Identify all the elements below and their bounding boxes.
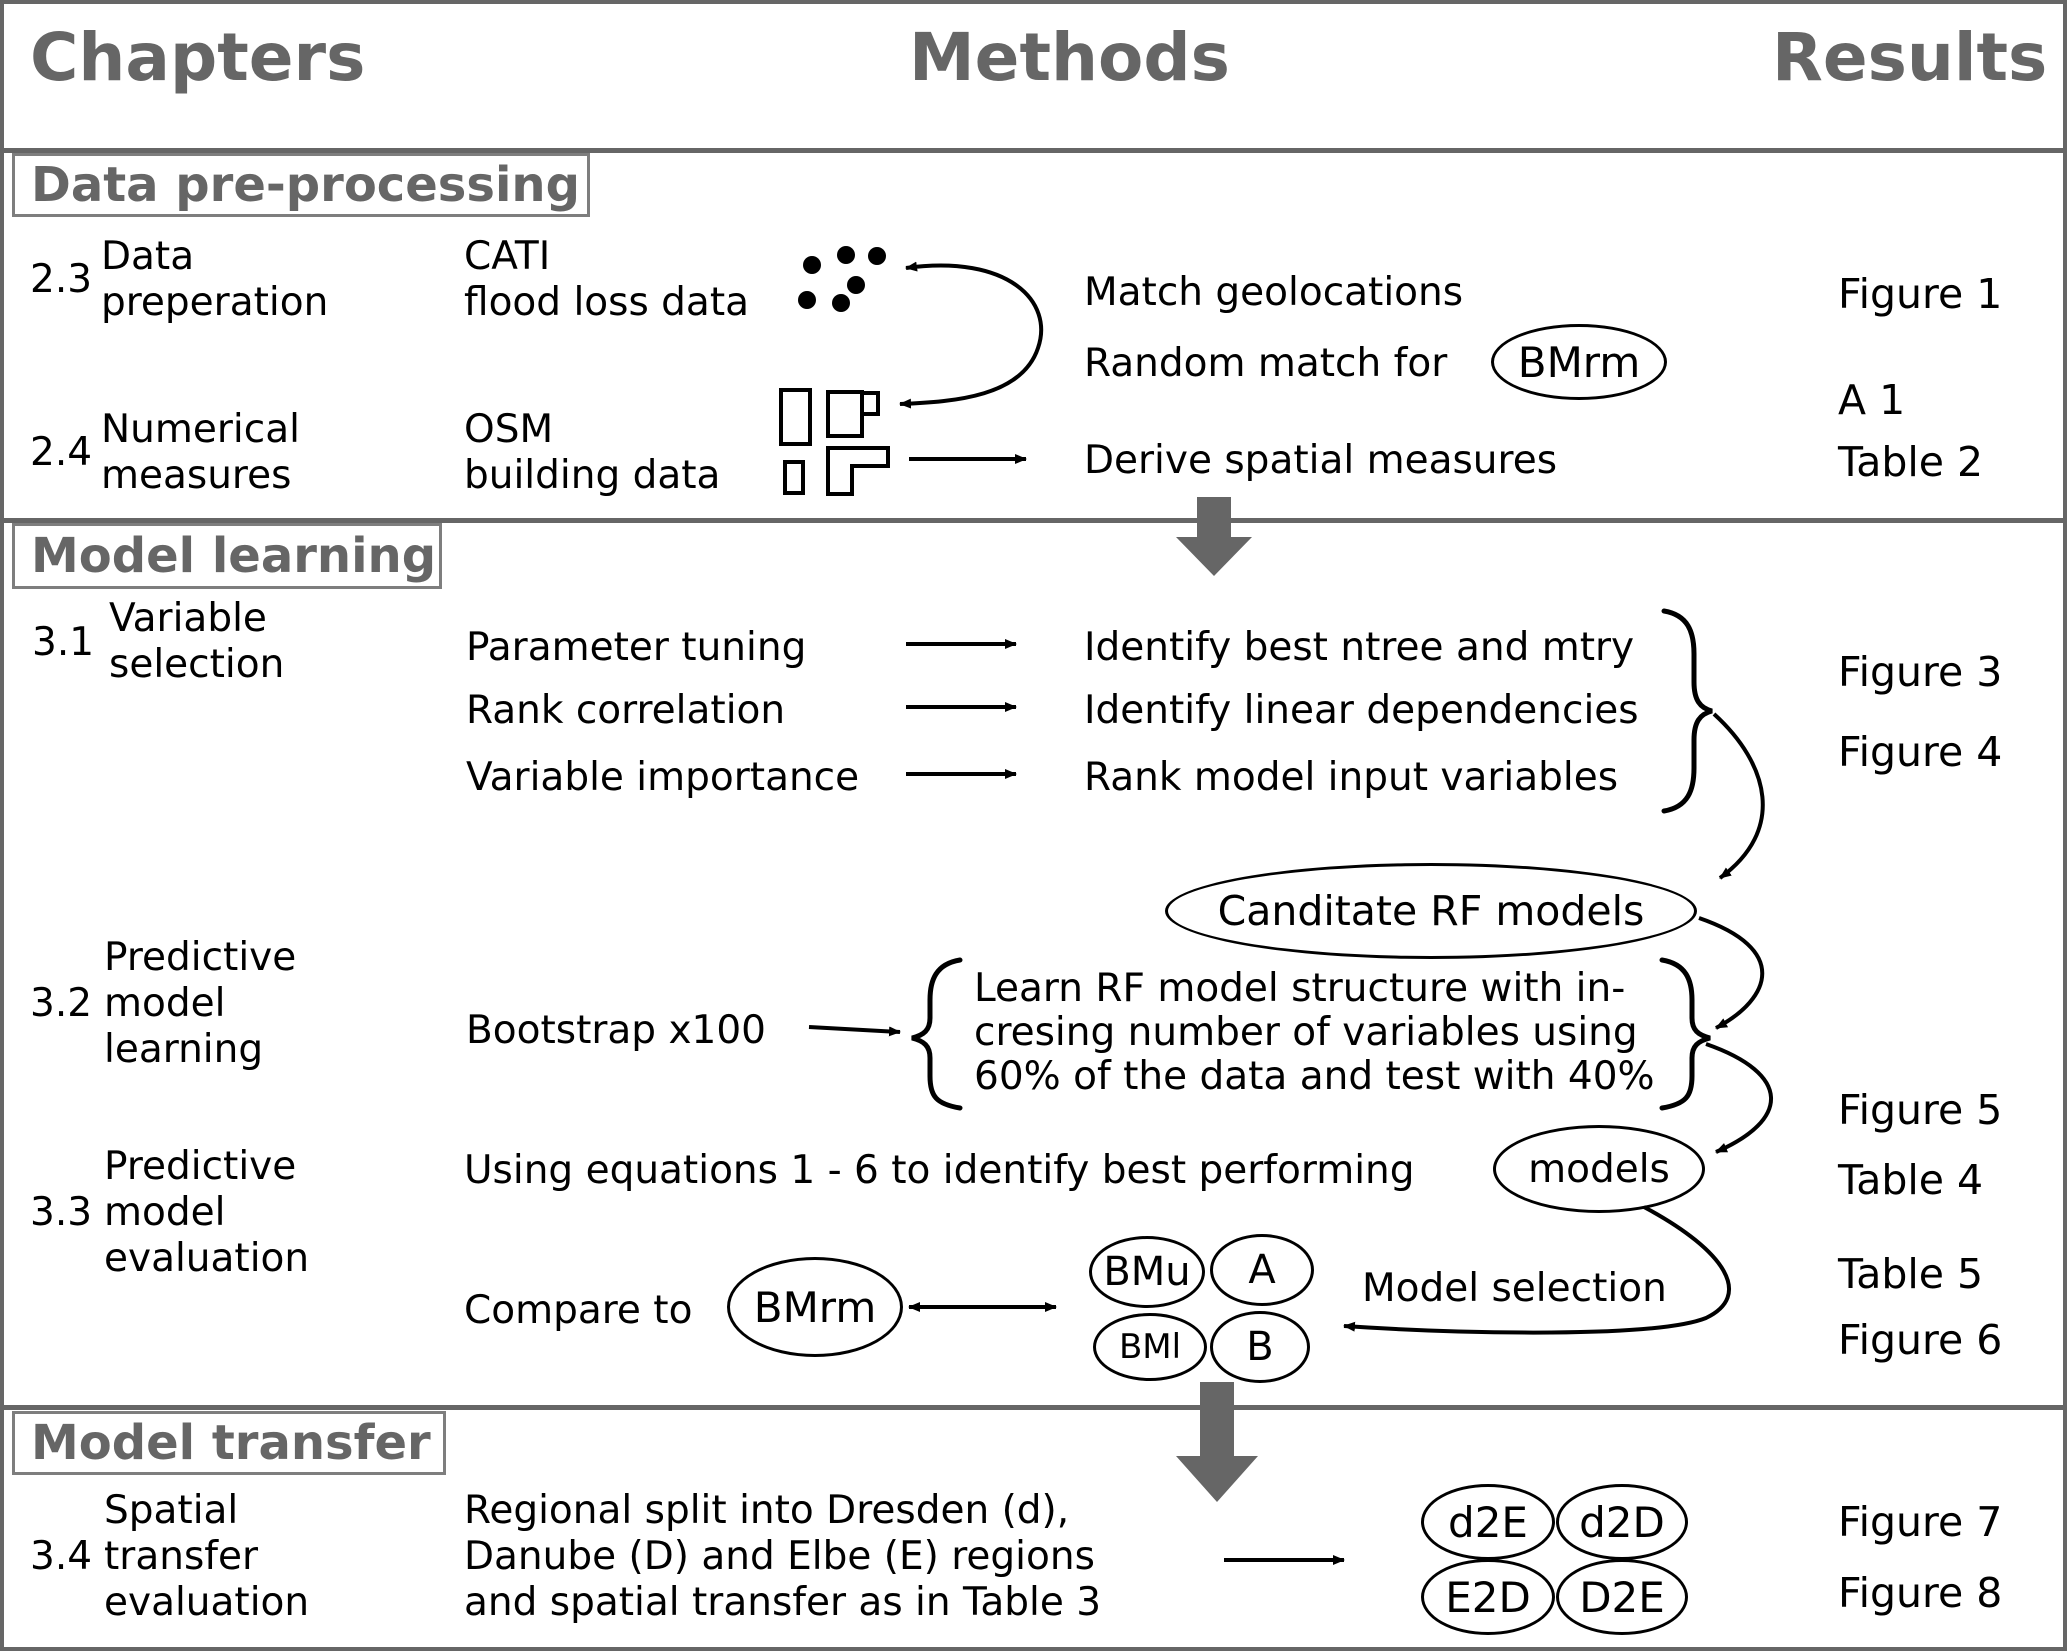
variable-importance-label: Variable importance <box>466 755 860 800</box>
models-ellipse: models <box>1493 1125 1705 1213</box>
result-figure-1: Figure 1 <box>1838 270 2003 318</box>
section-flow-arrow-1 <box>1176 497 1252 576</box>
regional-line2: Danube (D) and Elbe (E) regions <box>464 1534 1095 1579</box>
chapter-2-3-line1: Data <box>101 234 195 279</box>
result-table-5: Table 5 <box>1838 1250 1984 1298</box>
chapter-3-1-line2: selection <box>109 642 285 687</box>
divider-learning-transfer <box>4 1405 2067 1410</box>
chapter-number-2-4: 2.4 <box>30 430 93 475</box>
learn-line1: Learn RF model structure with in- <box>974 966 1626 1011</box>
d2e-ellipse: d2E <box>1421 1484 1555 1560</box>
buildings-icon <box>781 390 888 494</box>
chapter-3-2-line3: learning <box>104 1027 264 1072</box>
regional-line1: Regional split into Dresden (d), <box>464 1488 1070 1533</box>
model-selection-label: Model selection <box>1362 1266 1667 1311</box>
cati-line1: CATI <box>464 234 551 279</box>
match-curved-arrow <box>900 266 1041 404</box>
result-table-4: Table 4 <box>1838 1156 1984 1204</box>
variable-selection-brace <box>1664 611 1712 811</box>
chapter-3-4-title <box>104 1488 309 1626</box>
chapter-3-3-title <box>104 1144 309 1282</box>
learn-to-models-arrow <box>1706 1044 1771 1152</box>
chapter-number-3-2: 3.2 <box>30 981 93 1026</box>
bml-ellipse: BMl <box>1093 1313 1207 1381</box>
chapter-3-3-line3: evaluation <box>104 1236 310 1281</box>
chapter-3-2-line2: model <box>104 981 226 1026</box>
chapter-number-3-1: 3.1 <box>32 620 95 665</box>
a-ellipse: A <box>1210 1234 1314 1306</box>
chapter-3-1-line1: Variable <box>109 596 267 641</box>
chapter-number-3-3: 3.3 <box>30 1190 93 1235</box>
learn-rf-structure-text <box>974 967 1655 1099</box>
chapter-3-3-line1: Predictive <box>104 1144 297 1189</box>
osm-data-label <box>464 407 720 499</box>
cati-line2: flood loss data <box>464 280 750 325</box>
result-figure-8: Figure 8 <box>1838 1569 2003 1617</box>
result-figure-5: Figure 5 <box>1838 1086 2003 1134</box>
random-match-label: Random match for <box>1084 341 1448 386</box>
chapter-number-2-3: 2.3 <box>30 257 93 302</box>
identify-linear-dependencies-label: Identify linear dependencies <box>1084 688 1639 733</box>
learn-close-brace <box>1662 960 1710 1108</box>
learn-line3: 60% of the data and test with 40% <box>974 1054 1655 1099</box>
brace-to-candidate-arrow <box>1714 714 1763 878</box>
parameter-tuning-label: Parameter tuning <box>466 625 807 670</box>
chapter-2-4-line2: measures <box>101 453 292 498</box>
b-ellipse: B <box>1210 1311 1310 1383</box>
column-header-chapters: Chapters <box>30 19 366 96</box>
identify-ntree-mtry-label: Identify best ntree and mtry <box>1084 625 1635 670</box>
candidate-to-learn-arrow <box>1699 918 1762 1028</box>
section-label-data-preprocessing: Data pre-processing <box>12 153 590 217</box>
bootstrap-label: Bootstrap x100 <box>466 1008 766 1053</box>
e2d-ellipse: E2D <box>1421 1559 1555 1635</box>
chapter-3-3-line2: model <box>104 1190 226 1235</box>
learn-line2: cresing number of variables using <box>974 1010 1638 1055</box>
using-equations-label: Using equations 1 - 6 to identify best performing <box>464 1148 1415 1193</box>
compare-to-label: Compare to <box>464 1288 693 1333</box>
learn-open-brace <box>912 960 960 1108</box>
chapter-3-2-title <box>104 935 296 1073</box>
result-a-1: A 1 <box>1838 376 1906 424</box>
cati-data-label <box>464 234 749 326</box>
bootstrap-arrow <box>809 1027 900 1032</box>
d2d-ellipse: d2D <box>1556 1484 1688 1560</box>
match-geolocations-label: Match geolocations <box>1084 270 1464 315</box>
column-header-methods: Methods <box>909 19 1230 96</box>
chapter-3-4-line2: transfer <box>104 1534 259 1579</box>
result-figure-4: Figure 4 <box>1838 728 2003 776</box>
result-table-2: Table 2 <box>1838 438 1984 486</box>
osm-line2: building data <box>464 453 721 498</box>
chapter-2-4-line1: Numerical <box>101 407 300 452</box>
chapter-3-4-line3: evaluation <box>104 1580 310 1625</box>
chapter-3-2-line1: Predictive <box>104 935 297 980</box>
chapter-3-4-line1: Spatial <box>104 1488 239 1533</box>
chapter-2-3-line2: preperation <box>101 280 329 325</box>
section-label-model-learning: Model learning <box>12 523 442 589</box>
rank-model-input-variables-label: Rank model input variables <box>1084 755 1619 800</box>
result-figure-3: Figure 3 <box>1838 648 2003 696</box>
chapter-2-3-title <box>101 234 328 326</box>
bmrm-compare-ellipse: BMrm <box>727 1257 903 1357</box>
section-label-model-transfer: Model transfer <box>12 1411 446 1475</box>
bmrm-ellipse: BMrm <box>1491 324 1667 400</box>
result-figure-6: Figure 6 <box>1838 1316 2003 1364</box>
regional-split-text <box>464 1488 1101 1626</box>
bmu-ellipse: BMu <box>1089 1236 1205 1308</box>
candidate-rf-models-ellipse: Canditate RF models <box>1165 863 1697 959</box>
column-header-results: Results <box>1772 19 2048 96</box>
rank-correlation-label: Rank correlation <box>466 688 786 733</box>
chapter-number-3-4: 3.4 <box>30 1534 93 1579</box>
result-figure-7: Figure 7 <box>1838 1498 2003 1546</box>
chapter-3-1-title <box>109 596 284 688</box>
big-d2e-ellipse: D2E <box>1556 1559 1688 1635</box>
chapter-2-4-title <box>101 407 300 499</box>
regional-line3: and spatial transfer as in Table 3 <box>464 1580 1102 1625</box>
derive-spatial-measures-label: Derive spatial measures <box>1084 438 1558 483</box>
osm-line1: OSM <box>464 407 554 452</box>
section-flow-arrow-2 <box>1176 1382 1258 1502</box>
survey-points-icon <box>798 246 886 312</box>
